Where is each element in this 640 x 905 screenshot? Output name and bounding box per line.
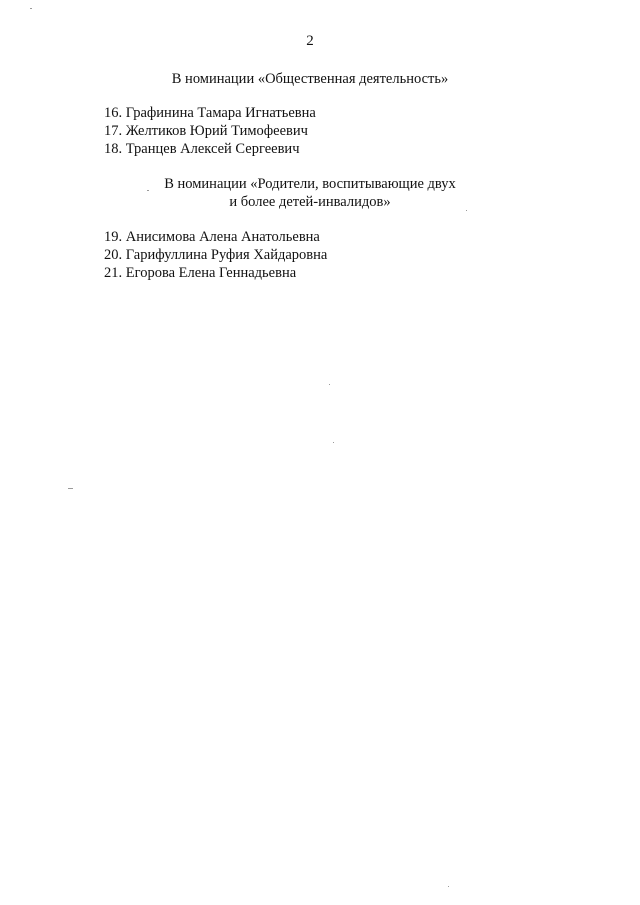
scan-speck (448, 886, 449, 887)
nominee-list-parents (104, 228, 327, 282)
scan-speck (333, 442, 334, 443)
section-heading-public-activity (0, 70, 620, 88)
list-item: 20. Гарифуллина Руфия Хайдаровна (104, 247, 328, 263)
nominee-list-public-activity (104, 104, 316, 158)
scan-speck (147, 190, 149, 191)
scan-speck (329, 384, 330, 385)
section-heading-line: В номинации «Общественная деятельность» (171, 71, 449, 87)
list-item: 16. Графинина Тамара Игнатьевна (104, 105, 316, 121)
list-item: 19. Анисимова Алена Анатольевна (104, 229, 320, 245)
list-item: 18. Транцев Алексей Сергеевич (104, 141, 300, 157)
section-heading-line: и более детей-инвалидов» (229, 194, 391, 210)
scan-speck (68, 488, 73, 489)
scan-speck (30, 8, 32, 9)
section-heading-line: В номинации «Родители, воспитывающие двух (164, 176, 456, 192)
section-heading-parents (0, 175, 620, 211)
page-number: 2 (306, 33, 314, 49)
scan-speck (466, 210, 467, 211)
list-item: 21. Егорова Елена Геннадьевна (104, 265, 297, 281)
list-item: 17. Желтиков Юрий Тимофеевич (104, 123, 308, 139)
